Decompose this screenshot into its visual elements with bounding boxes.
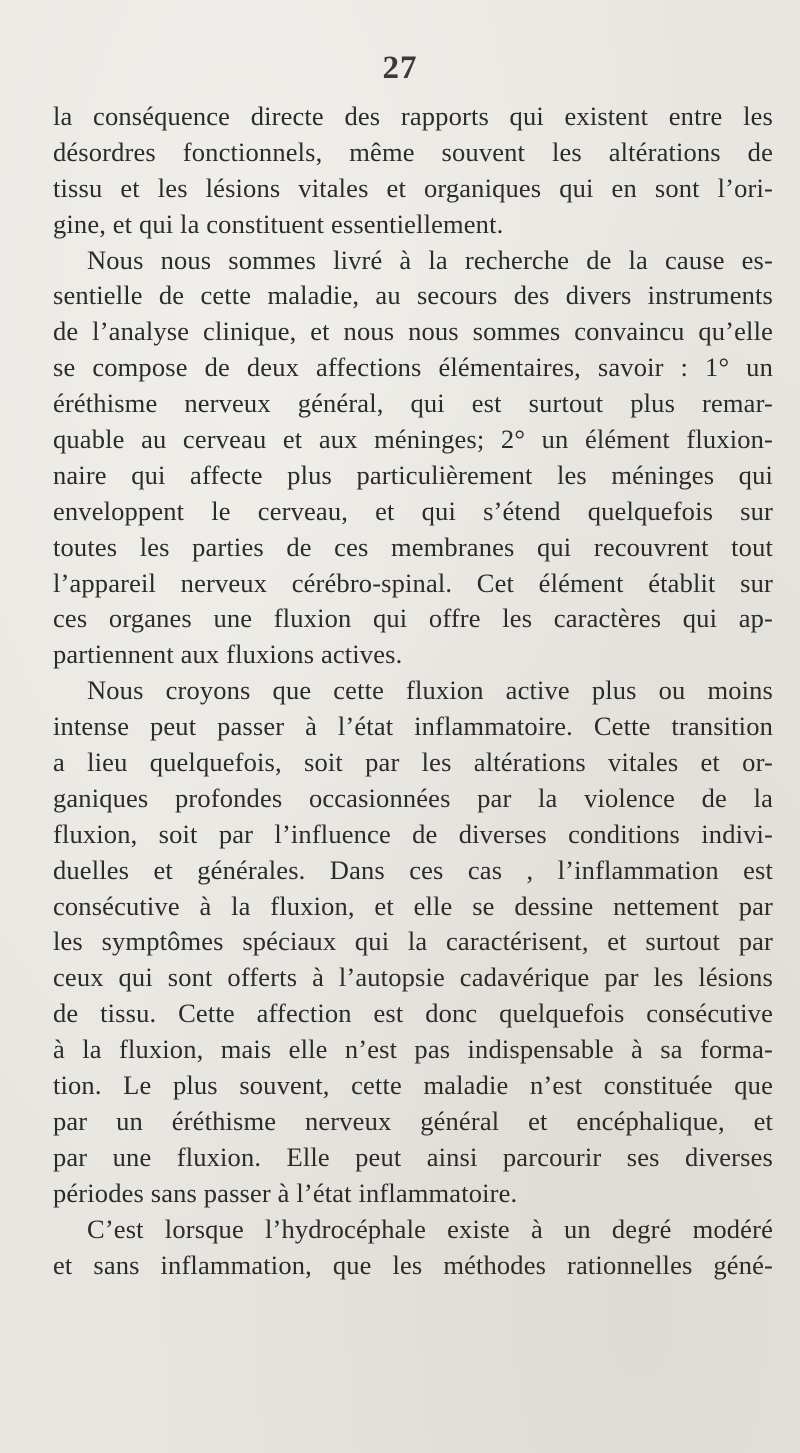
text-line: se compose de deux affections élémentaires, savoir : 1° un — [53, 352, 773, 383]
text-line: tissu et les lésions vitales et organiques qui en sont l’ori- — [53, 172, 773, 203]
text-line: désordres fonctionnels, même souvent les altérations de — [53, 136, 773, 167]
text-line: périodes sans passer à l’état inflammatoire. — [53, 1177, 518, 1208]
text-line: gine, et qui la constituent essentiellement. — [53, 208, 504, 239]
text-line: ceux qui sont offerts à l’autopsie cadavérique par les lésions — [53, 962, 773, 993]
text-line: intense peut passer à l’état inflammatoire. Cette transition — [53, 711, 773, 742]
text-line: fluxion, soit par l’influence de diverses conditions indivi- — [53, 818, 773, 849]
text-line: tion. Le plus souvent, cette maladie n’est constituée que — [53, 1070, 773, 1101]
text-line: à la fluxion, mais elle n’est pas indispensable à sa forma- — [53, 1034, 773, 1065]
text-line: naire qui affecte plus particulièrement les méninges qui — [53, 459, 773, 490]
text-line: éréthisme nerveux général, qui est surtout plus remar- — [53, 388, 773, 419]
text-line: sentielle de cette maladie, au secours des divers instruments — [53, 280, 773, 311]
text-line: quable au cerveau et aux méninges; 2° un élément fluxion- — [53, 424, 773, 455]
text-line: a lieu quelquefois, soit par les altérations vitales et or- — [53, 747, 773, 778]
text-line: ces organes une fluxion qui offre les caractères qui ap- — [53, 603, 773, 634]
page-number: 27 — [382, 50, 418, 86]
text-line: Nous nous sommes livré à la recherche de la cause es- — [87, 244, 773, 275]
text-line: duelles et générales. Dans ces cas , l’inflammation est — [53, 854, 773, 885]
body-text — [53, 99, 773, 1283]
text-line: par un éréthisme nerveux général et encéphalique, et — [53, 1105, 773, 1136]
text-line: C’est lorsque l’hydrocéphale existe à un degré modéré — [87, 1213, 773, 1244]
text-line: partiennent aux fluxions actives. — [53, 639, 403, 670]
text-line: consécutive à la fluxion, et elle se dessine nettement par — [53, 890, 773, 921]
text-line: l’appareil nerveux cérébro-spinal. Cet élément établit sur — [53, 567, 773, 598]
text-line: enveloppent le cerveau, et qui s’étend quelquefois sur — [53, 495, 773, 526]
text-line: toutes les parties de ces membranes qui recouvrent tout — [53, 531, 773, 562]
text-line: de tissu. Cette affection est donc quelquefois consécutive — [53, 998, 773, 1029]
text-line: ganiques profondes occasionnées par la violence de la — [53, 782, 773, 813]
text-line: et sans inflammation, que les méthodes rationnelles géné- — [53, 1249, 773, 1280]
text-line: de l’analyse clinique, et nous nous sommes convaincu qu’elle — [53, 316, 773, 347]
text-line: les symptômes spéciaux qui la caractérisent, et surtout par — [53, 926, 773, 957]
text-line: la conséquence directe des rapports qui existent entre les — [53, 101, 773, 131]
text-line: Nous croyons que cette fluxion active plus ou moins — [87, 675, 773, 706]
text-line: par une fluxion. Elle peut ainsi parcourir ses diverses — [53, 1141, 773, 1172]
